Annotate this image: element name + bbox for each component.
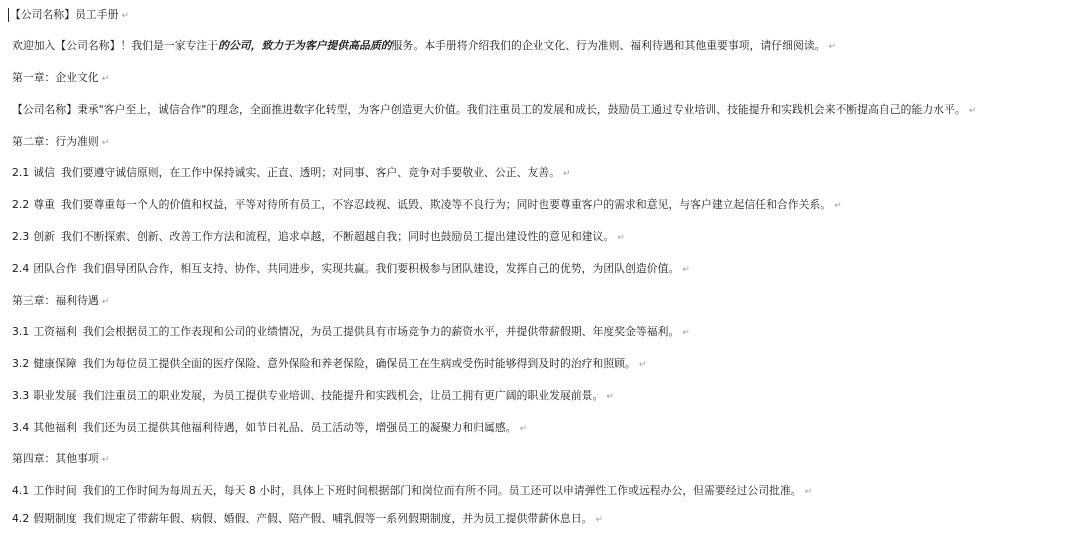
- section-text: 我们要尊重每一个人的价值和权益，平等对待所有员工，不容忍歧视、诋毁、欺凌等不良行为；同时也要尊重客户的需求和意见，与客户建立起信任和合作关系。: [61, 198, 832, 211]
- section-4-2[interactable]: [12, 512, 603, 527]
- chapter1-body[interactable]: [12, 103, 976, 118]
- section-label: 工资福利: [33, 325, 77, 338]
- chapter1-heading[interactable]: [12, 71, 109, 86]
- section-2-3[interactable]: [12, 230, 625, 245]
- section-3-2[interactable]: [12, 357, 647, 372]
- paragraph-mark-icon: ↵: [682, 328, 690, 338]
- intro-paragraph[interactable]: [12, 39, 836, 54]
- section-2-2[interactable]: [12, 198, 842, 213]
- paragraph-mark-icon: ↵: [101, 455, 110, 465]
- section-text: 我们倡导团队合作，相互支持、协作、共同进步，实现共赢。我们要积极参与团队建设，发挥自己的优势，为团队创造价值。: [82, 262, 680, 275]
- paragraph-mark-icon: ↵: [804, 487, 813, 497]
- section-4-1[interactable]: [12, 484, 812, 499]
- section-text: 我们会根据员工的工作表现和公司的业绩情况，为员工提供具有市场竞争力的薪资水平，并提供带薪假期、年度奖金等福利。: [82, 325, 680, 338]
- text-cursor: [8, 8, 9, 22]
- section-label: 团队合作: [33, 262, 77, 275]
- chapter1-heading-text: 第一章：企业文化: [12, 71, 99, 84]
- paragraph-mark-icon: ↵: [828, 42, 837, 52]
- paragraph-mark-icon: ↵: [682, 265, 690, 275]
- chapter3-heading[interactable]: [12, 294, 109, 309]
- section-label: 创新: [33, 230, 56, 243]
- chapter4-heading[interactable]: [12, 452, 109, 467]
- section-2-1[interactable]: [12, 166, 571, 181]
- section-number: 3.3: [12, 389, 30, 402]
- section-number: 4.1: [12, 484, 30, 497]
- paragraph-mark-icon: ↵: [968, 106, 977, 116]
- section-number: 3.4: [12, 421, 30, 434]
- section-3-4[interactable]: [12, 421, 527, 436]
- document-title[interactable]: [10, 8, 129, 23]
- intro-emphasis: 的公司，致力于为客户提供高品质的: [218, 39, 392, 52]
- chapter4-heading-text: 第四章：其他事项: [12, 452, 99, 465]
- section-label: 其他福利: [33, 421, 77, 434]
- section-number: 2.3: [12, 230, 30, 243]
- section-number: 2.4: [12, 262, 30, 275]
- section-3-3[interactable]: [12, 389, 614, 404]
- section-3-1[interactable]: [12, 325, 690, 340]
- paragraph-mark-icon: ↵: [606, 392, 614, 402]
- section-label: 假期制度: [33, 512, 77, 525]
- section-label: 诚信: [33, 166, 56, 179]
- document-title-text: 【公司名称】员工手册: [10, 8, 119, 21]
- section-number: 3.1: [12, 325, 30, 338]
- section-number: 2.1: [12, 166, 30, 179]
- paragraph-mark-icon: ↵: [519, 424, 528, 434]
- section-text: 我们规定了带薪年假、病假、婚假、产假、陪产假、哺乳假等一系列假期制度，并为员工提供带薪休息日。: [82, 512, 593, 525]
- section-number: 2.2: [12, 198, 30, 211]
- chapter1-body-text: 【公司名称】秉承"客户至上，诚信合作"的理念，全面推进数字化转型，为客户创造更大价值。我们注重员工的发展和成长，鼓励员工通过专业培训、技能提升和实践机会来不断提高自己的能力水平。: [12, 103, 966, 116]
- paragraph-mark-icon: ↵: [834, 201, 842, 211]
- paragraph-mark-icon: ↵: [101, 138, 110, 148]
- section-label: 职业发展: [33, 389, 77, 402]
- section-text: 我们为每位员工提供全面的医疗保险、意外保险和养老保险，确保员工在生病或受伤时能够得到及时的治疗和照顾。: [82, 357, 636, 370]
- section-text: 我们不断探索、创新、改善工作方法和流程，追求卓越，不断超越自我；同时也鼓励员工提出建设性的意见和建议。: [61, 230, 615, 243]
- paragraph-mark-icon: ↵: [638, 360, 647, 370]
- section-text: 我们还为员工提供其他福利待遇，如节日礼品、员工活动等，增强员工的凝聚力和归属感。: [82, 421, 517, 434]
- section-text: 我们注重员工的职业发展，为员工提供专业培训、技能提升和实践机会，让员工拥有更广阔的职业发展前景。: [82, 389, 604, 402]
- section-label: 工作时间: [33, 484, 77, 497]
- paragraph-mark-icon: ↵: [101, 74, 110, 84]
- paragraph-mark-icon: ↵: [617, 233, 625, 243]
- section-number: 4.2: [12, 512, 30, 525]
- chapter2-heading[interactable]: [12, 135, 109, 150]
- section-text: 我们要遵守诚信原则，在工作中保持诚实、正直、透明；对同事、客户、竞争对手要敬业、公正、友善。: [61, 166, 560, 179]
- paragraph-mark-icon: ↵: [562, 169, 571, 179]
- section-label: 尊重: [33, 198, 56, 211]
- paragraph-mark-icon: ↵: [595, 515, 604, 525]
- paragraph-mark-icon: ↵: [121, 11, 130, 21]
- section-text: 我们的工作时间为每周五天，每天 8 小时，具体上下班时间根据部门和岗位而有所不同。员工还可以申请弹性工作或远程办公，但需要经过公司批准。: [82, 484, 802, 497]
- intro-text-after: 服务。本手册将介绍我们的企业文化、行为准则、福利待遇和其他重要事项，请仔细阅读。: [391, 39, 826, 52]
- paragraph-mark-icon: ↵: [101, 297, 110, 307]
- section-2-4[interactable]: [12, 262, 690, 277]
- intro-text-before: 欢迎加入【公司名称】！我们是一家专注于: [12, 39, 219, 52]
- section-number: 3.2: [12, 357, 30, 370]
- chapter3-heading-text: 第三章：福利待遇: [12, 294, 99, 307]
- chapter2-heading-text: 第二章：行为准则: [12, 135, 99, 148]
- section-label: 健康保障: [33, 357, 77, 370]
